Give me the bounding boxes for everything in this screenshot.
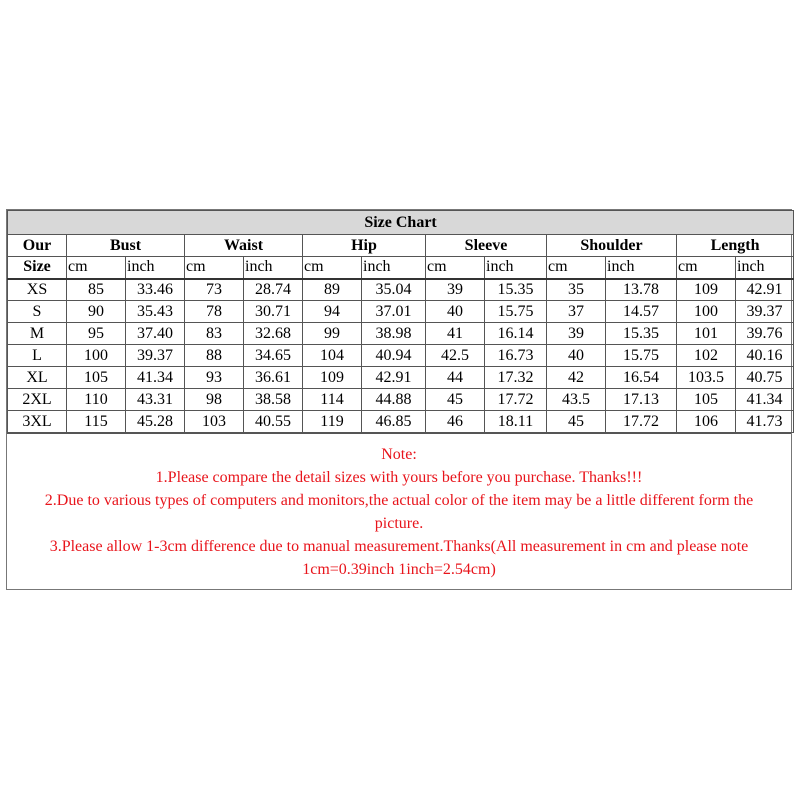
size-chart	[6, 209, 792, 590]
table-cell: 39.37	[736, 301, 794, 323]
table-cell: 33.46	[126, 279, 185, 301]
size-header-top: Our	[8, 235, 67, 257]
unit-label: cm	[185, 257, 244, 279]
table-cell: 78	[185, 301, 244, 323]
size-label: M	[8, 323, 67, 345]
table-cell: 40.55	[244, 411, 303, 433]
table-cell: 35	[547, 279, 606, 301]
table-cell: 37.40	[126, 323, 185, 345]
table-cell: 17.13	[606, 389, 677, 411]
table-cell: 99	[303, 323, 362, 345]
table-row	[8, 345, 794, 367]
table-row	[8, 367, 794, 389]
table-cell: 17.72	[485, 389, 547, 411]
table-cell: 88	[185, 345, 244, 367]
notes-heading: Note:	[381, 446, 417, 463]
table-cell: 119	[303, 411, 362, 433]
table-cell: 41.34	[736, 389, 794, 411]
table-cell: 28.74	[244, 279, 303, 301]
table-cell: 15.35	[485, 279, 547, 301]
size-label: XL	[8, 367, 67, 389]
table-cell: 43.31	[126, 389, 185, 411]
measure-header-row	[8, 235, 794, 257]
chart-title: Size Chart	[8, 211, 794, 235]
table-cell: 30.71	[244, 301, 303, 323]
size-label: XS	[8, 279, 67, 301]
unit-header-row	[8, 257, 794, 279]
table-cell: 105	[677, 389, 736, 411]
table-cell: 37.01	[362, 301, 426, 323]
notes	[7, 433, 791, 589]
table-cell: 42	[547, 367, 606, 389]
table-cell: 43.5	[547, 389, 606, 411]
table-cell: 16.73	[485, 345, 547, 367]
table-cell: 98	[185, 389, 244, 411]
table-cell: 106	[677, 411, 736, 433]
table-cell: 41.34	[126, 367, 185, 389]
table-cell: 40.75	[736, 367, 794, 389]
table-cell: 40.94	[362, 345, 426, 367]
unit-label: cm	[303, 257, 362, 279]
table-cell: 41.73	[736, 411, 794, 433]
note-line: 1cm=0.39inch 1inch=2.54cm)	[302, 561, 496, 578]
table-cell: 15.35	[606, 323, 677, 345]
table-cell: 45	[547, 411, 606, 433]
table-cell: 102	[677, 345, 736, 367]
size-label: S	[8, 301, 67, 323]
table-cell: 90	[67, 301, 126, 323]
unit-label: inch	[244, 257, 303, 279]
table-cell: 17.72	[606, 411, 677, 433]
table-cell: 73	[185, 279, 244, 301]
table-cell: 44.88	[362, 389, 426, 411]
size-label: 2XL	[8, 389, 67, 411]
table-cell: 101	[677, 323, 736, 345]
measure-header-hip: Hip	[303, 235, 426, 257]
table-body	[8, 279, 794, 433]
table-cell: 34.65	[244, 345, 303, 367]
table-cell: 45	[426, 389, 485, 411]
table-cell: 18.11	[485, 411, 547, 433]
unit-label: cm	[677, 257, 736, 279]
table-cell: 32.68	[244, 323, 303, 345]
table-cell: 115	[67, 411, 126, 433]
table-row	[8, 301, 794, 323]
table-cell: 45.28	[126, 411, 185, 433]
note-line: 1.Please compare the detail sizes with yours before you purchase. Thanks!!!	[155, 469, 643, 486]
measure-header-waist: Waist	[185, 235, 303, 257]
table-cell: 39	[426, 279, 485, 301]
size-header-bottom: Size	[8, 257, 67, 279]
table-cell: 103	[185, 411, 244, 433]
table-cell: 85	[67, 279, 126, 301]
table-row	[8, 323, 794, 345]
size-label: L	[8, 345, 67, 367]
table-cell: 40.16	[736, 345, 794, 367]
measure-header-bust: Bust	[67, 235, 185, 257]
table-cell: 46.85	[362, 411, 426, 433]
table-cell: 14.57	[606, 301, 677, 323]
size-chart-table	[7, 210, 794, 433]
table-cell: 94	[303, 301, 362, 323]
table-cell: 42.5	[426, 345, 485, 367]
unit-label: cm	[426, 257, 485, 279]
table-cell: 109	[677, 279, 736, 301]
table-cell: 39.37	[126, 345, 185, 367]
unit-label: inch	[606, 257, 677, 279]
table-cell: 104	[303, 345, 362, 367]
table-cell: 41	[426, 323, 485, 345]
table-cell: 16.14	[485, 323, 547, 345]
table-cell: 15.75	[606, 345, 677, 367]
unit-label: inch	[485, 257, 547, 279]
table-cell: 110	[67, 389, 126, 411]
table-cell: 83	[185, 323, 244, 345]
note-line: picture.	[374, 515, 424, 532]
table-cell: 46	[426, 411, 485, 433]
table-cell: 40	[547, 345, 606, 367]
table-cell: 95	[67, 323, 126, 345]
table-cell: 44	[426, 367, 485, 389]
measure-header-shoulder: Shoulder	[547, 235, 677, 257]
table-cell: 100	[677, 301, 736, 323]
table-cell: 93	[185, 367, 244, 389]
table-row	[8, 411, 794, 433]
table-cell: 35.04	[362, 279, 426, 301]
size-label: 3XL	[8, 411, 67, 433]
table-cell: 36.61	[244, 367, 303, 389]
table-cell: 109	[303, 367, 362, 389]
measure-header-sleeve: Sleeve	[426, 235, 547, 257]
note-line: 3.Please allow 1-3cm difference due to manual measurement.Thanks(All measurement in cm and please note	[49, 538, 749, 555]
table-cell: 42.91	[362, 367, 426, 389]
table-cell: 40	[426, 301, 485, 323]
table-cell: 42.91	[736, 279, 794, 301]
unit-label: cm	[67, 257, 126, 279]
table-row	[8, 279, 794, 301]
table-row	[8, 389, 794, 411]
unit-label: inch	[362, 257, 426, 279]
table-cell: 114	[303, 389, 362, 411]
table-cell: 15.75	[485, 301, 547, 323]
table-cell: 16.54	[606, 367, 677, 389]
table-cell: 35.43	[126, 301, 185, 323]
table-cell: 100	[67, 345, 126, 367]
table-cell: 105	[67, 367, 126, 389]
table-cell: 37	[547, 301, 606, 323]
table-cell: 89	[303, 279, 362, 301]
table-cell: 17.32	[485, 367, 547, 389]
unit-label: inch	[736, 257, 794, 279]
unit-label: inch	[126, 257, 185, 279]
unit-label: cm	[547, 257, 606, 279]
table-cell: 39	[547, 323, 606, 345]
table-cell: 39.76	[736, 323, 794, 345]
table-cell: 103.5	[677, 367, 736, 389]
measure-header-length: Length	[677, 235, 794, 257]
table-cell: 38.58	[244, 389, 303, 411]
table-cell: 38.98	[362, 323, 426, 345]
table-cell: 13.78	[606, 279, 677, 301]
note-line: 2.Due to various types of computers and monitors,the actual color of the item may be a little different form the	[44, 492, 754, 509]
